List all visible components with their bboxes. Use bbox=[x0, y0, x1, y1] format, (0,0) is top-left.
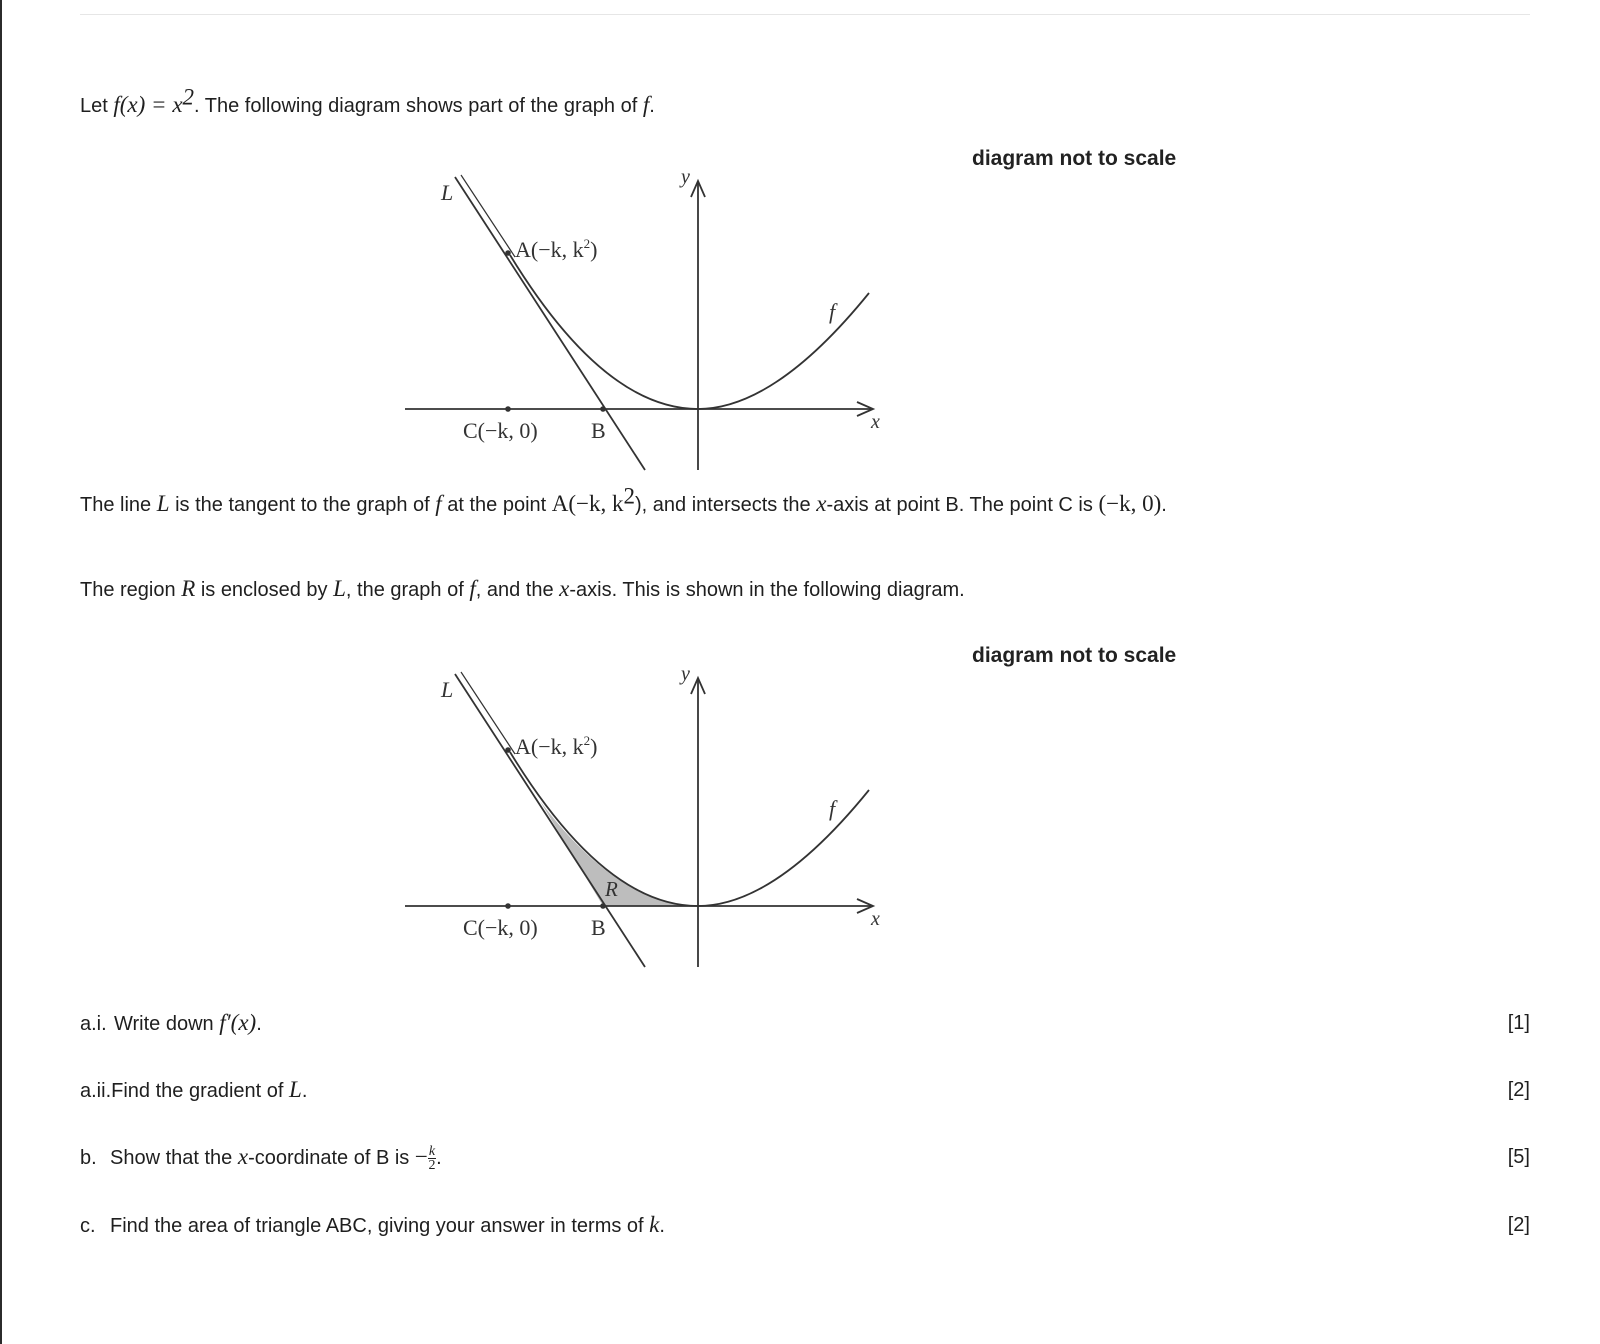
label-y: y bbox=[681, 166, 690, 188]
parabola-curve bbox=[510, 752, 869, 906]
point-c bbox=[505, 406, 511, 412]
marks-a-ii: [2] bbox=[1507, 1079, 1530, 1101]
label-f: f bbox=[829, 299, 836, 324]
question-a-ii: a.ii.Find the gradient of L. bbox=[80, 1077, 308, 1102]
label-a: A(−k, $k^2$) bbox=[515, 236, 598, 262]
point-a bbox=[505, 747, 511, 753]
label-l: L bbox=[441, 677, 454, 702]
point-c bbox=[505, 903, 511, 909]
label-f: f bbox=[829, 796, 836, 821]
label-c: C(−k, 0) bbox=[463, 418, 538, 443]
label-y: y bbox=[681, 663, 690, 685]
label-b: B bbox=[591, 418, 606, 443]
top-divider bbox=[80, 14, 1530, 15]
region-description: The region R is enclosed by L, the graph of f, and the x-axis. This is shown in the following diagram. bbox=[80, 576, 965, 601]
marks-c: [2] bbox=[1507, 1214, 1530, 1236]
tangent-description: The line L is the tangent to the graph of f at the point A(−k, $k^2$), and intersects the x-axis at point B. The point C is (−k, 0). bbox=[80, 483, 1167, 516]
question-a-i: a.i. Write down f′(x). bbox=[80, 1010, 262, 1035]
label-l: L bbox=[441, 180, 454, 205]
label-b: B bbox=[591, 915, 606, 940]
label-c: C(−k, 0) bbox=[463, 915, 538, 940]
fraction-k-over-2: $\frac{k}{2}$ bbox=[428, 1144, 436, 1174]
region-r-shading bbox=[540, 801, 698, 906]
diagram-region bbox=[405, 662, 925, 992]
question-b: b. Show that the x-coordinate of B is − $\frac{k}{2}$ . bbox=[80, 1144, 442, 1174]
point-a bbox=[505, 250, 511, 256]
tangent-line-edge bbox=[461, 175, 515, 257]
point-b bbox=[600, 406, 606, 412]
label-a: A(−k, $k^2$) bbox=[515, 733, 598, 759]
label-r: R bbox=[605, 877, 618, 901]
diagram-tangent bbox=[405, 165, 925, 495]
tangent-line-edge bbox=[461, 672, 515, 754]
point-b bbox=[600, 903, 606, 909]
intro-text: Let $f(x) = x^2$. The following diagram shows part of the graph of f. bbox=[80, 84, 655, 117]
marks-a-i: [1] bbox=[1507, 1012, 1530, 1034]
diagram-note-2: diagram not to scale bbox=[972, 644, 1177, 667]
question-c: c. Find the area of triangle ABC, giving your answer in terms of k. bbox=[80, 1212, 665, 1237]
diagram-note-1: diagram not to scale bbox=[972, 147, 1177, 170]
left-border bbox=[0, 0, 2, 1344]
marks-b: [5] bbox=[1507, 1146, 1530, 1168]
label-x: x bbox=[871, 908, 880, 930]
label-x: x bbox=[871, 411, 880, 433]
parabola-curve bbox=[510, 255, 869, 409]
